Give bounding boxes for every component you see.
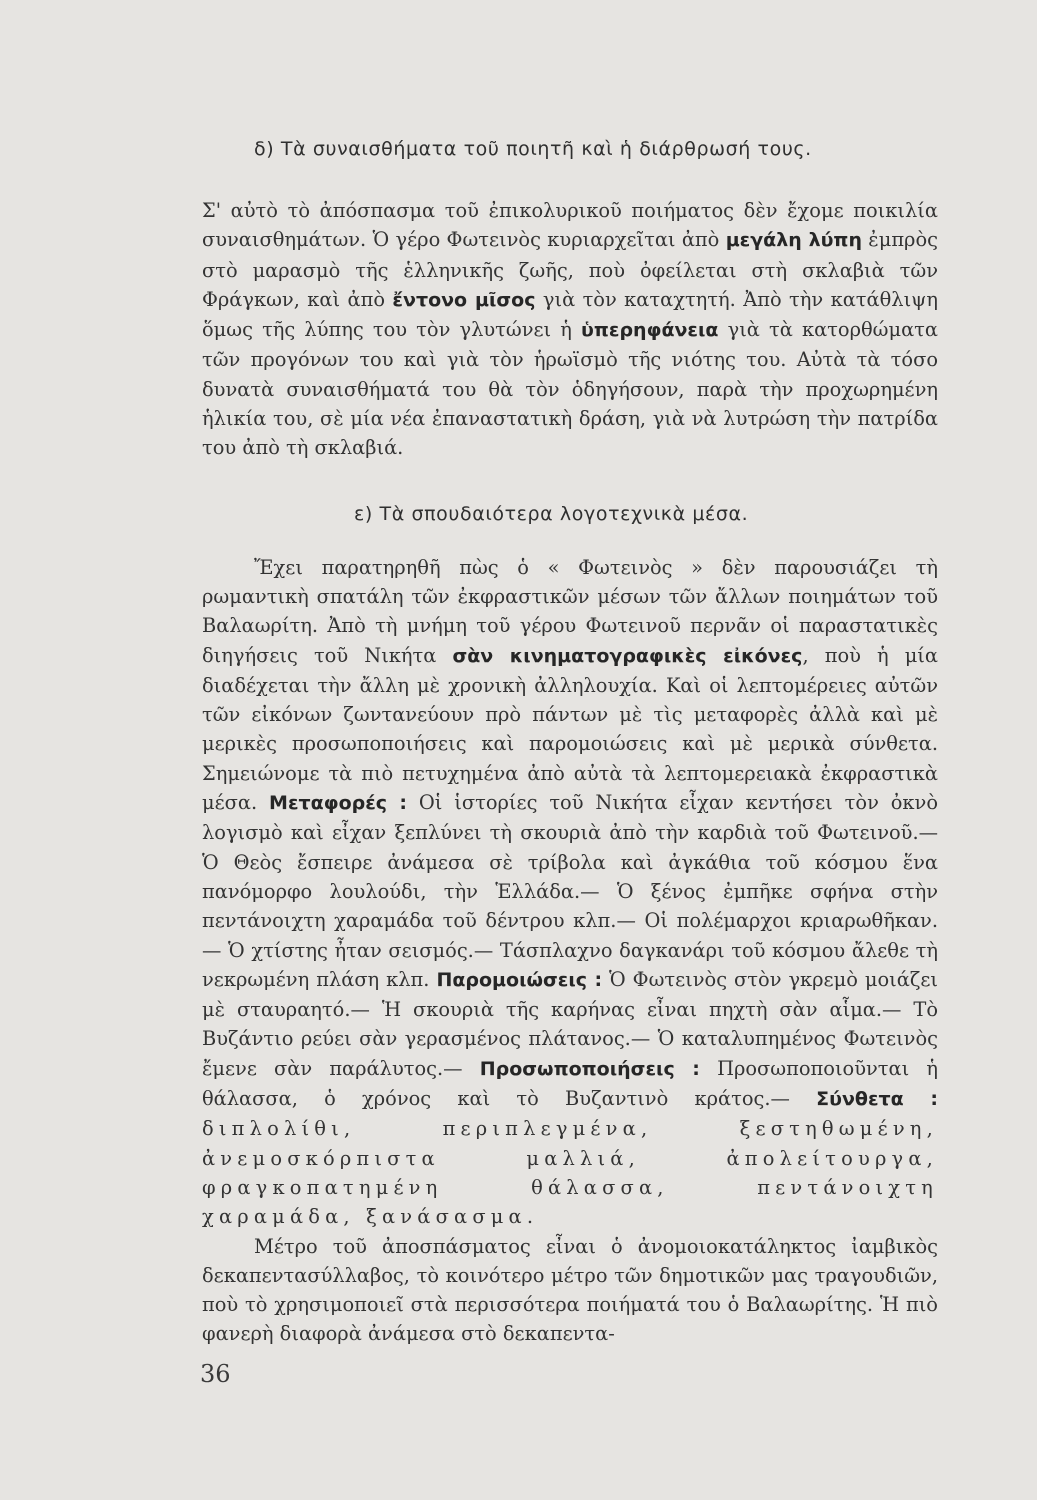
bold-term-metaphors: Μεταφορές :: [269, 792, 408, 815]
text-run: Προσωποποιοῦνται ἡ θάλασσα, ὁ χρόνος καὶ τὸ Βυζαντινὸ κράτος.—: [202, 1056, 938, 1111]
text-column: [202, 138, 938, 1349]
page-number: 36: [200, 1360, 231, 1388]
text-run: , ποὺ ἡ μία διαδέχεται τὴν ἄλλη μὲ χρονικὴ ἀλληλουχία. Καὶ οἱ λεπτομέρειες αὐτῶν τῶν εἰκόνων ζωντανεύουν πρὸ πάντων μὲ τὶς μεταφορὲς ἀλλὰ καὶ μὲ μερικὲς προσωποποιήσεις καὶ παρομοιώσεις καὶ μὲ μερικὰ σύνθετα. Σημειώνομε τὰ πιὸ πετυχημένα ἀπὸ αὐτὰ τὰ λεπτομερειακὰ ἐκφραστικὰ μέσα.: [202, 643, 939, 815]
bold-term-hatred: ἔντονο μῖσος: [392, 288, 536, 311]
text-run: ἐμπρὸς στὸ μαρασμὸ τῆς ἑλληνικῆς ζωῆς, ποὺ ὀφείλεται στὴ σκλαβιὰ τῶν Φράγκων, καὶ ἀπὸ: [202, 228, 938, 311]
bold-term-similes: Παρομοιώσεις :: [436, 968, 603, 991]
paragraph-feelings: [202, 196, 938, 463]
text-run: Οἱ ἱστορίες τοῦ Νικήτα εἶχαν κεντήσει τὸν ὀκνὸ λογισμὸ καὶ εἶχαν ξεπλύνει τὴ σκουριὰ ἀπὸ τὴν καρδιὰ τοῦ Φωτεινοῦ.— Ὁ Θεὸς ἔσπειρε ἀνάμεσα σὲ τρίβολα καὶ ἀγκάθια τοῦ κόσμου ἕνα πανόμορφο λουλούδι, τὴν Ἑλλάδα.— Ὁ ξένος ἐμπῆκε σφήνα στὴν πεντάνοιχτη χαραμάδα τοῦ δέντρου κλπ.— Οἱ πολέμαρχοι κριαρωθῆκαν. — Ὁ χτίστης ἦταν σεισμός.— Τάσπλαχνο δαγκανάρι τοῦ κόσμου ἄλεθε τὴ νεκρωμένη πλάση κλπ.: [202, 791, 939, 991]
text-run: γιὰ τὸν καταχτητή. Ἀπὸ τὴν κατάθλιψη ὅμως τῆς λύπης του τὸν γλυτώνει ἡ: [202, 287, 938, 342]
text-run: Σ' αὐτὸ τὸ ἀπόσπασμα τοῦ ἐπικολυρικοῦ ποιήματος δὲν ἔχομε ποικιλία συναισθημάτων. Ὁ γέρο Φωτεινὸς κυριαρχεῖται ἀπὸ: [202, 199, 938, 252]
paragraph-literary-devices: [202, 553, 938, 1232]
text-run: γιὰ τὰ κατορθώματα τῶν προγόνων του καὶ γιὰ τὸν ἡρωϊσμὸ τῆς νιότης του. Αὐτὰ τὰ τόσο δυνατὰ συναισθήματά του θὰ τὸν ὁδηγήσουν, παρὰ τὴν προχωρημένη ἡλικία του, σὲ μία νέα ἐπαναστατικὴ δράση, γιὰ νὰ λυτρώση τὴν πατρίδα του ἀπὸ τὴ σκλαβιά.: [202, 318, 938, 460]
bold-term-sorrow: μεγάλη λύπη: [725, 229, 862, 252]
section-heading-d: δ) Τὰ συναισθήματα τοῦ ποιητῆ καὶ ἡ διάρθρωσή τους.: [254, 138, 812, 160]
text-run: Ἔχει παρατηρηθῆ πὼς ὁ « Φωτεινὸς » δὲν παρουσιάζει τὴ ρωμαντικὴ σπατάλη τῶν ἐκφραστικῶν μέσων τῶν ἄλλων ποιημάτων τοῦ Βαλαωρίτη. Ἀπὸ τὴ μνήμη τοῦ γέρου Φωτεινοῦ περνᾶν οἱ παραστατικὲς διηγήσεις τοῦ Νικήτα: [202, 555, 938, 667]
bold-term-pride: ὑπερηφάνεια: [581, 319, 719, 342]
section-heading-e: ε) Τὰ σπουδαιότερα λογοτεχνικὰ μέσα.: [354, 502, 749, 525]
bold-term-personifications: Προσωποποιήσεις :: [479, 1057, 700, 1080]
compound-words-list: διπλολίθι, περιπλεγμένα, ξεστηθωμένη, ἀνεμοσκόρπιστα μαλλιά, ἀπολείτουργα, φραγκοπατημένη θάλασσα, πεντάνοιχτη χαραμάδα, ξανάσασμα.: [202, 1117, 938, 1229]
text-run: Ὁ Φωτεινὸς στὸν γκρεμὸ μοιάζει μὲ σταυραητό.— Ἡ σκουριὰ τῆς καρήνας εἶναι πηχτὴ σὰν αἷμα.— Τὸ Βυζάντιο ρεύει σὰν γερασμένος πλάτανος.— Ὁ καταλυπημένος Φωτεινὸς ἔμενε σὰν παράλυτος.—: [202, 967, 938, 1080]
bold-term-cinematic-images: σὰν κινηματογραφικὲς εἰκόνες: [452, 644, 803, 667]
paragraph-meter: Μέτρο τοῦ ἀποσπάσματος εἶναι ὁ ἀνομοιοκατάληκτος ἰαμβικὸς δεκαπεντασύλλαβος, τὸ κοινότερο μέτρο τῶν δημοτικῶν μας τραγουδιῶν, ποὺ τὸ χρησιμοποιεῖ στὰ περισσότερα ποιήματά του ὁ Βαλαωρίτης. Ἡ πιὸ φανερὴ διαφορὰ ἀνάμεσα στὸ δεκαπεντα-: [202, 1234, 938, 1346]
bold-term-compounds: Σύνθετα :: [816, 1088, 938, 1111]
